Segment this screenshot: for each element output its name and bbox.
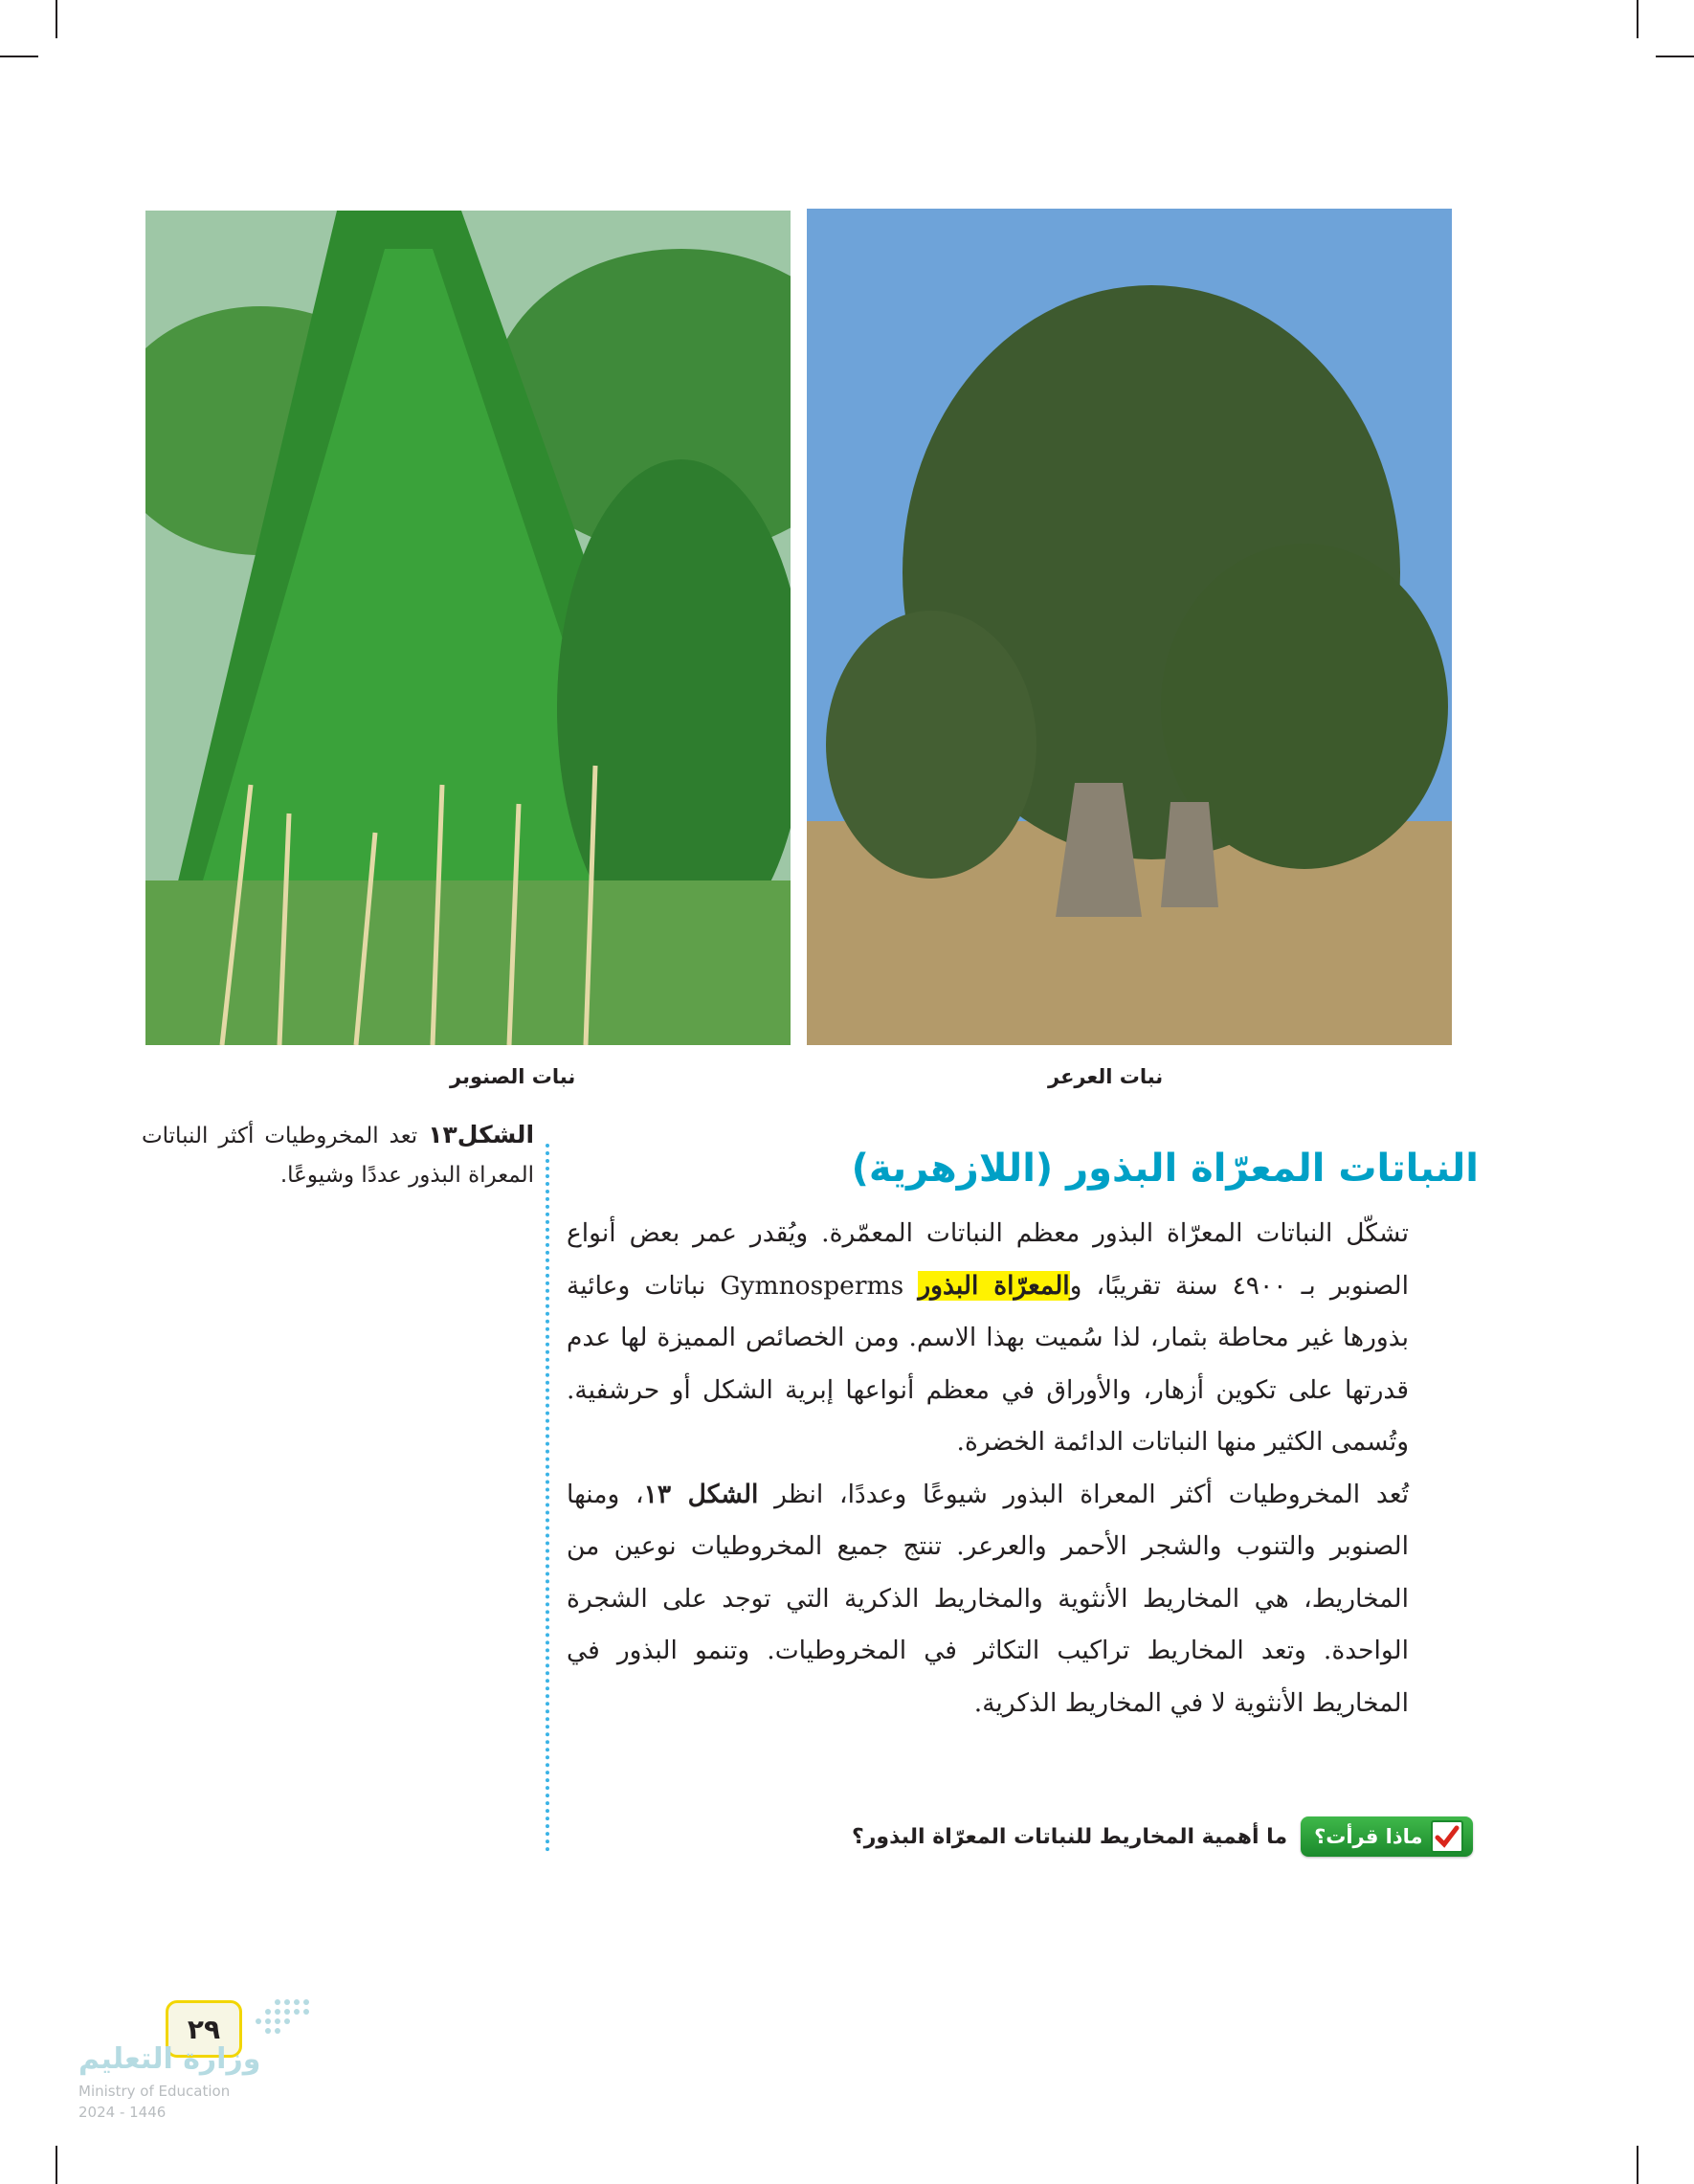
paragraph-2-text: تُعد المخروطيات أكثر المعراة البذور شيوعًا وعددًا، انظر — [758, 1479, 1409, 1509]
crop-mark — [1637, 2146, 1638, 2184]
paragraph-2 — [567, 1469, 1409, 1730]
reading-check-label: ماذا قرأت؟ — [1314, 1825, 1423, 1848]
paragraph-1-text: Gymnosperms نباتات وعائية بذورها غير محاطة بثمار، لذا سُميت بهذا الاسم. ومن الخصائص المميزة لها عدم قدرتها على تكوين أزهار، والأوراق في معظم أنواعها إبرية الشكل أو حرشفية. وتُسمى الكثير منها النباتات الدائمة الخضرة. — [567, 1270, 1409, 1457]
section-heading: النباتات المعرّاة البذور (اللازهرية) — [851, 1147, 1479, 1191]
pine-photo-caption: نبات الصنوبر — [450, 1065, 576, 1088]
figure-label: الشكل١٣ — [428, 1121, 535, 1148]
ministry-name-arabic: وزارة التعليم — [78, 2042, 261, 2076]
pine-tree-photo — [145, 211, 791, 1045]
column-divider — [546, 1144, 549, 1852]
reading-check — [852, 1816, 1473, 1857]
crop-mark — [56, 2146, 57, 2184]
ministry-name-english: Ministry of Education — [78, 2083, 231, 2100]
juniper-photo-caption: نبات العرعر — [1048, 1065, 1164, 1088]
edition-year: 2024 - 1446 — [78, 2104, 167, 2121]
crop-mark — [56, 0, 57, 38]
section-body — [567, 1208, 1409, 1729]
crop-mark — [0, 56, 38, 57]
paragraph-1-text: تشكّل النباتات المعرّاة البذور معظم النباتات المعمّرة. ويُقدر عمر بعض أنواع الصنوبر بـ ٤٩٠٠ سنة تقريبًا، و — [567, 1218, 1409, 1301]
reading-check-badge — [1301, 1816, 1472, 1857]
highlighted-term: المعرّاة البذور — [918, 1270, 1070, 1301]
page-number: ٢٩ — [166, 2000, 242, 2058]
figure-caption-text: تعد المخروطيات أكثر النباتات المعراة البذور عددًا وشيوعًا. — [142, 1124, 534, 1188]
reading-check-question: ما أهمية المخاريط للنباتات المعرّاة البذور؟ — [852, 1824, 1288, 1849]
checkmark-icon — [1431, 1820, 1463, 1853]
juniper-tree-photo — [807, 209, 1452, 1045]
paragraph-1 — [567, 1208, 1409, 1469]
figure-reference: الشكل ١٣ — [643, 1479, 759, 1509]
paragraph-2-text: ، ومنها الصنوبر والتنوب والشجر الأحمر والعرعر. تنتج جميع المخروطيات نوعين من المخاريط، هي المخاريط الأنثوية والمخاريط الذكرية التي توجد على الشجرة الواحدة. وتعد المخاريط تراكيب التكاثر في المخروطيات. وتنمو البذور في المخاريط الأنثوية لا في المخاريط الذكرية. — [567, 1479, 1409, 1718]
crop-mark — [1637, 0, 1638, 38]
crop-mark — [1656, 56, 1694, 57]
figure-caption — [142, 1115, 534, 1195]
